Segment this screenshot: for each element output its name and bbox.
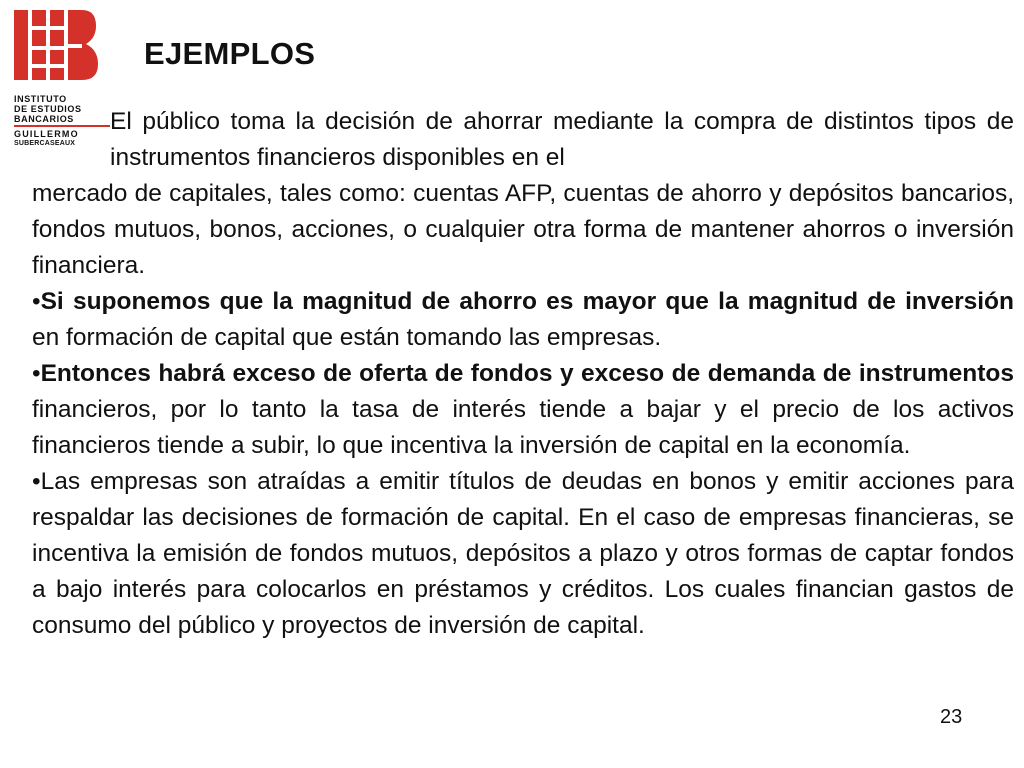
normal-text: en formación de capital que están tomando las empresas. bbox=[32, 324, 662, 351]
logo-line-1: INSTITUTO bbox=[14, 94, 67, 104]
slide-title: EJEMPLOS bbox=[144, 36, 316, 71]
paragraph-intro bbox=[32, 104, 1014, 284]
normal-text: Las empresas son atraídas a emitir títulos de deudas en bonos y emitir acciones para respaldar las decisiones de formación de capital. En el caso de empresas financieras, se incentiva la emisión de fondos mutuos, depósitos a plazo y otros formas de captar fondos a bajo interés para colocarlos en préstamos y créditos. Los cuales financian gastos de consumo del público y proyectos de inversión de capital. bbox=[32, 468, 1014, 639]
bullet: • bbox=[32, 288, 41, 315]
bold-text: Si suponemos que la magnitud de ahorro es mayor que la magnitud de inversión bbox=[40, 288, 1014, 315]
paragraph-intro-rest: mercado de capitales, tales como: cuentas AFP, cuentas de ahorro y depósitos bancarios, fondos mutuos, bonos, acciones, o cualquier otra forma de mantener ahorros o inversión financiera. bbox=[32, 180, 1014, 279]
bullet: • bbox=[32, 360, 41, 387]
bullet: • bbox=[32, 468, 41, 495]
logo-line-2: DE ESTUDIOS bbox=[14, 104, 82, 114]
paragraph-excess-supply bbox=[32, 356, 1014, 464]
normal-text: financieros, por lo tanto la tasa de interés tiende a bajar y el precio de los activos financieros tiende a subir, lo que incentiva la inversión de capital en la economía. bbox=[32, 396, 1014, 459]
slide-body bbox=[32, 104, 1014, 644]
logo-line-4: GUILLERMO bbox=[14, 129, 79, 139]
logo-line-5: SUBERCASEAUX bbox=[14, 140, 76, 147]
bold-text: Entonces habrá exceso de oferta de fondos y exceso de demanda de instrumentos bbox=[40, 360, 1014, 387]
paragraph-savings-vs-investment bbox=[32, 284, 1014, 356]
paragraph-intro-lead: El público toma la decisión de ahorrar mediante la compra de distintos tipos de instrumentos financieros disponibles en el bbox=[110, 108, 1014, 171]
page-number: 23 bbox=[940, 706, 963, 728]
ieb-logo-mark-icon bbox=[12, 8, 102, 88]
paragraph-companies bbox=[32, 464, 1014, 644]
logo-line-3: BANCARIOS bbox=[14, 114, 110, 127]
